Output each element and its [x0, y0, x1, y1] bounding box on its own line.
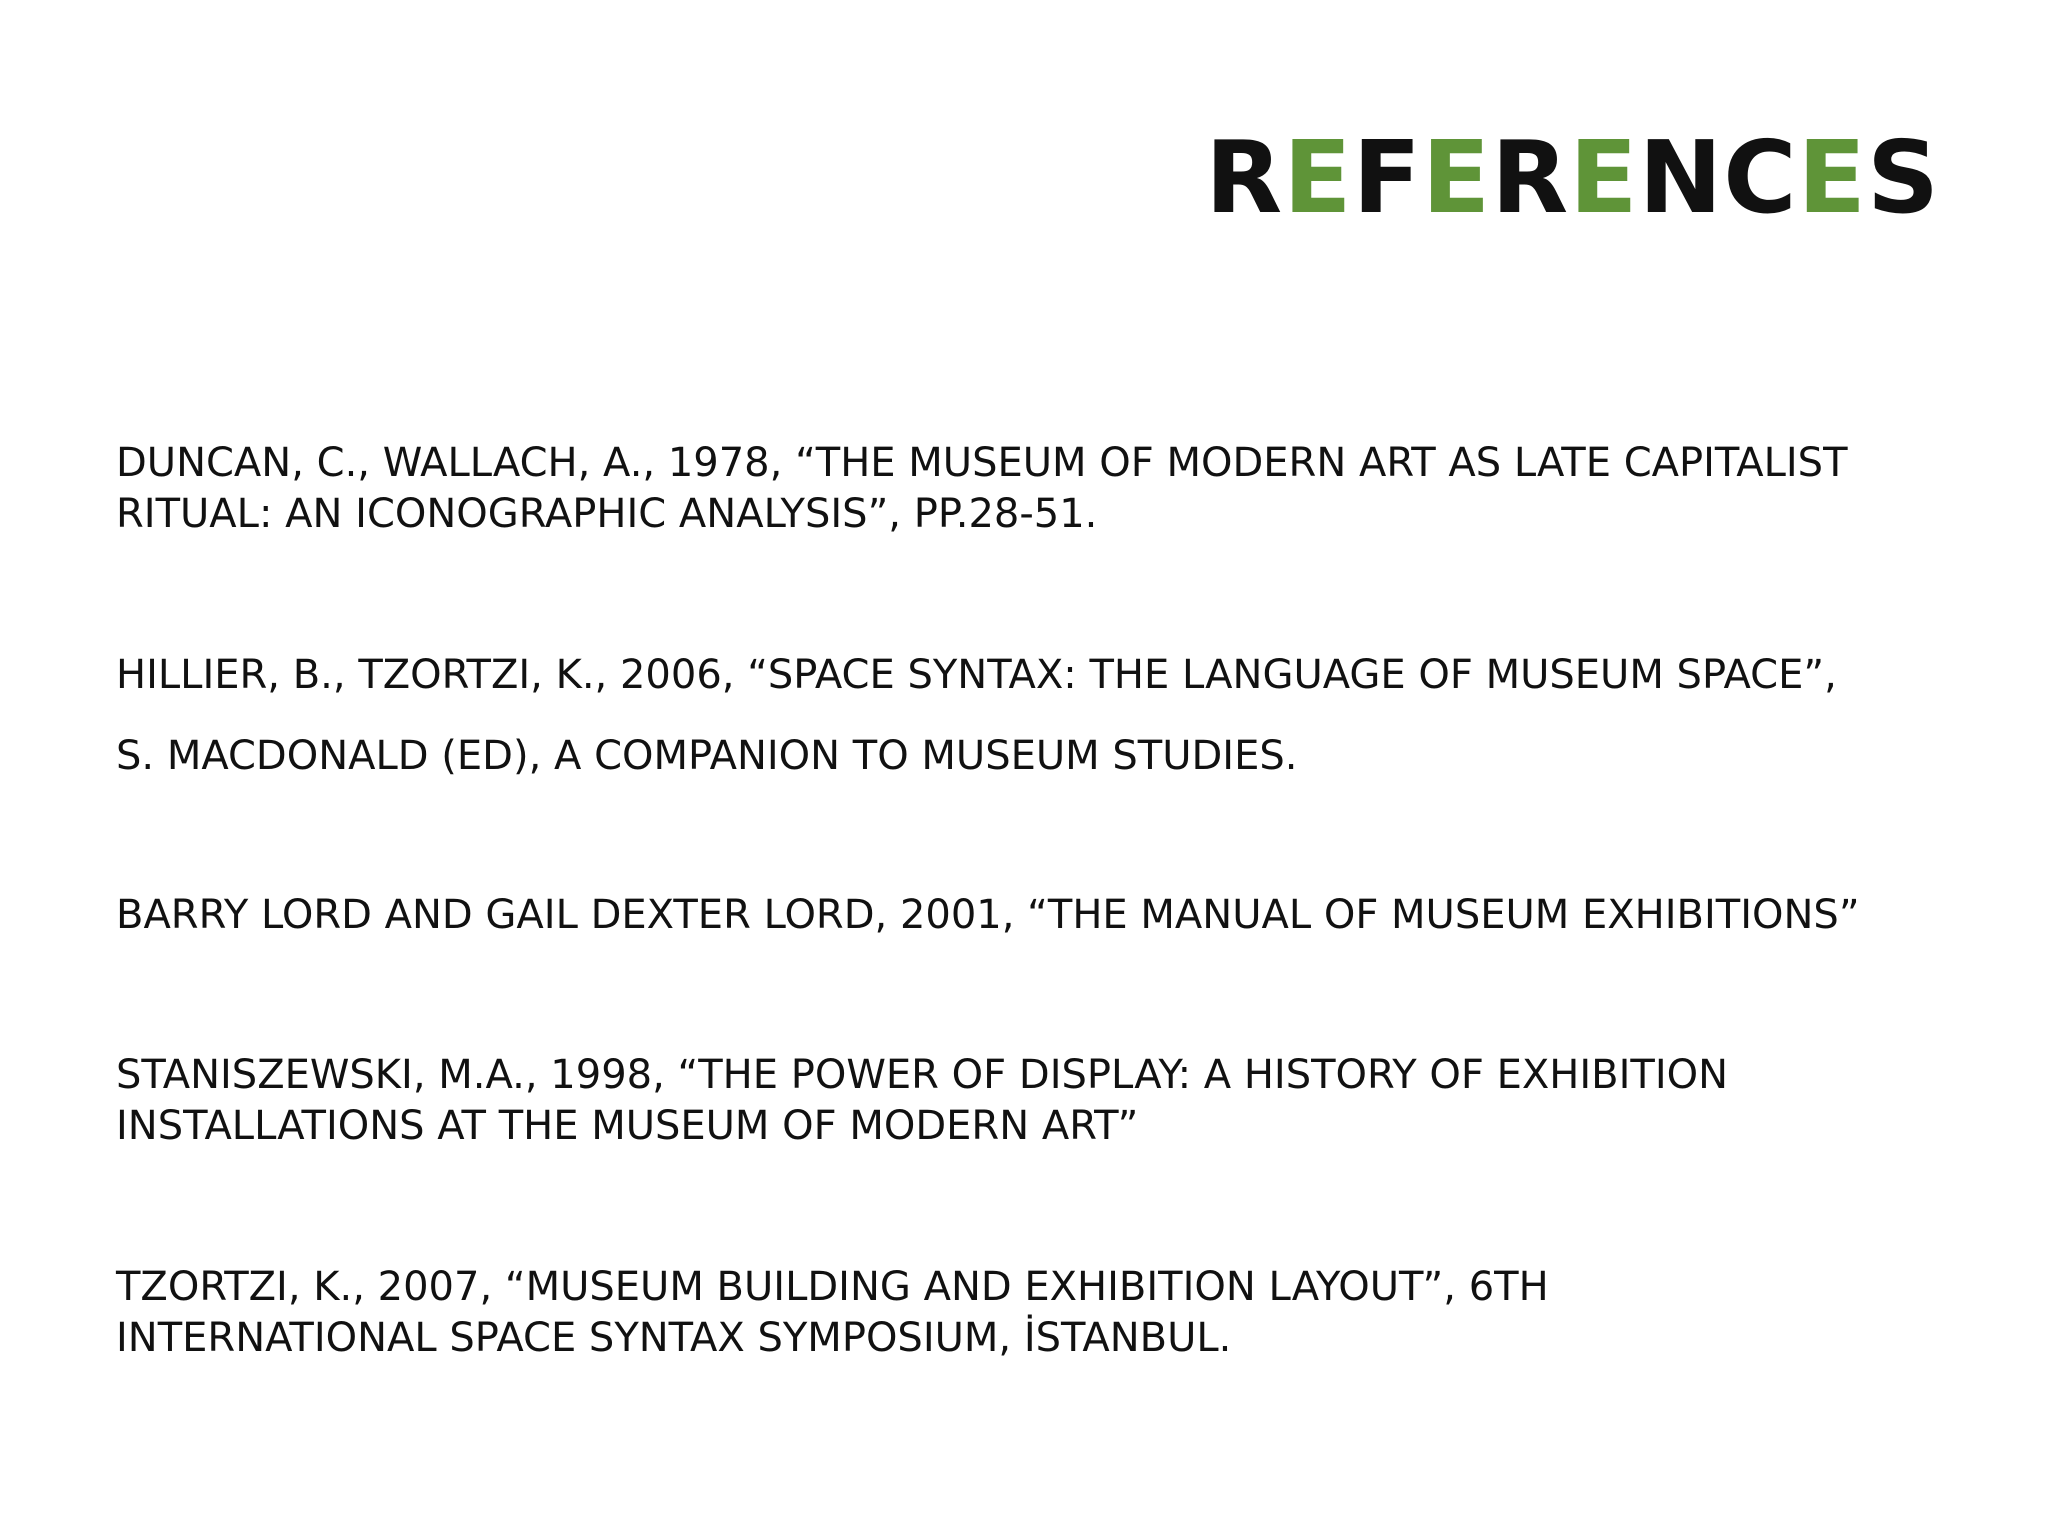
title-letter: R	[1205, 119, 1284, 236]
reference-line: STANISZEWSKI, M.A., 1998, “THE POWER OF DISPLAY: A HISTORY OF EXHIBITION	[116, 1052, 1729, 1098]
slide-title	[1205, 119, 1940, 236]
title-letter-accent: E	[1283, 119, 1353, 236]
title-letter-accent: E	[1421, 119, 1492, 236]
reference-line: HILLIER, B., TZORTZI, K., 2006, “SPACE SYNTAX: THE LANGUAGE OF MUSEUM SPACE”,	[116, 652, 1837, 698]
title-letter: S	[1866, 119, 1940, 236]
title-letter: C	[1723, 119, 1798, 236]
reference-entry-duncan-wallach	[116, 438, 1848, 540]
reference-line: INTERNATIONAL SPACE SYNTAX SYMPOSIUM, İSTANBUL.	[116, 1315, 1232, 1361]
reference-line: INSTALLATIONS AT THE MUSEUM OF MODERN ART”	[116, 1103, 1139, 1149]
reference-entry-staniszewski	[116, 1050, 1728, 1152]
title-letter: R	[1491, 119, 1570, 236]
reference-entry-lord	[116, 890, 1860, 941]
reference-entry-tzortzi	[116, 1262, 1549, 1364]
reference-line: BARRY LORD AND GAIL DEXTER LORD, 2001, “THE MANUAL OF MUSEUM EXHIBITIONS”	[116, 892, 1860, 938]
title-letter: N	[1638, 119, 1724, 236]
reference-entry-hillier-tzortzi	[116, 650, 1837, 782]
reference-line: TZORTZI, K., 2007, “MUSEUM BUILDING AND EXHIBITION LAYOUT”, 6TH	[116, 1264, 1549, 1310]
reference-line: DUNCAN, C., WALLACH, A., 1978, “THE MUSEUM OF MODERN ART AS LATE CAPITALIST	[116, 440, 1848, 486]
reference-line: S. MACDONALD (ED), A COMPANION TO MUSEUM STUDIES.	[116, 733, 1298, 779]
title-letter-accent: E	[1569, 119, 1639, 236]
reference-line: RITUAL: AN ICONOGRAPHIC ANALYSIS”, PP.28-51.	[116, 491, 1098, 537]
title-letter: F	[1352, 119, 1422, 236]
title-letter-accent: E	[1797, 119, 1867, 236]
